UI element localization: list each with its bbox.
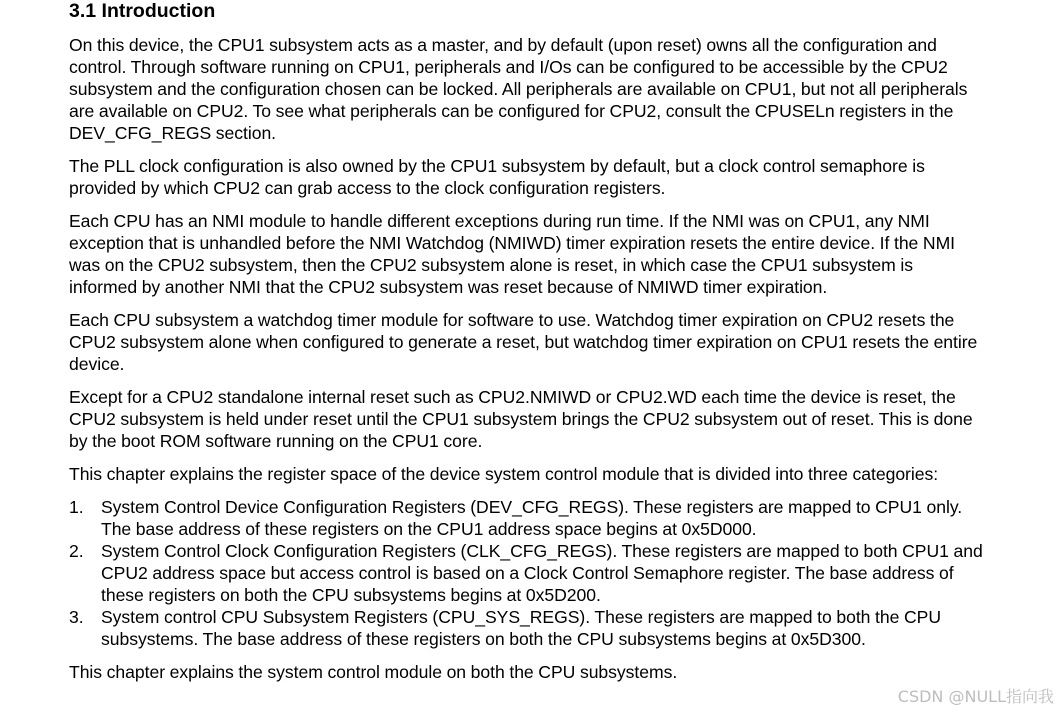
spacer [69,485,984,496]
list-item [69,606,984,650]
watermark: CSDN @NULL指向我 [897,687,1054,706]
list-item [69,496,984,540]
spacer [69,22,984,34]
spacer [69,298,984,309]
list-item-text: System Control Clock Configuration Registers (CLK_CFG_REGS). These registers are mapped to both CPU1 and CPU2 address space but access control is based on a Clock Control Semaphore register. The base address of these registers on both the CPU subsystems begins at 0x5D200. [101,541,983,605]
list-item-text: System control CPU Subsystem Registers (CPU_SYS_REGS). These registers are mapped to both the CPU subsystems. The base address of these registers on both the CPU subsystems begins at 0x5D300. [101,607,941,649]
list-item-text: System Control Device Configuration Registers (DEV_CFG_REGS). These registers are mapped to CPU1 only. The base address of these registers on the CPU1 address space begins at 0x5D000. [101,497,963,539]
list-item [69,540,984,606]
paragraph-register-categories: This chapter explains the register space of the device system control module that is divided into three categories: [69,464,939,484]
spacer [69,452,984,463]
section-heading: 3.1 Introduction [69,0,216,22]
list-item-number: 1. [69,497,84,517]
paragraph-cpu2-reset: Except for a CPU2 standalone internal reset such as CPU2.NMIWD or CPU2.WD each time the device is reset, the CPU2 subsystem is held under reset until the CPU1 subsystem brings the CPU2 subsystem out of reset. This is done by the boot ROM software running on the CPU1 core. [69,387,973,451]
paragraph-nmi-module: Each CPU has an NMI module to handle different exceptions during run time. If the NMI was on CPU1, any NMI exception that is unhandled before the NMI Watchdog (NMIWD) timer expiration resets the entire device. If the NMI was on the CPU2 subsystem, then the CPU2 subsystem alone is reset, in which case the CPU1 subsystem is informed by another NMI that the CPU2 subsystem was reset because of NMIWD timer expiration. [69,211,956,297]
paragraph-watchdog: Each CPU subsystem a watchdog timer module for software to use. Watchdog timer expiration on CPU2 resets the CPU2 subsystem alone when configured to generate a reset, but watchdog timer expiration on CPU1 resets the entire device. [69,310,978,374]
list-item-number: 3. [69,607,84,627]
spacer [69,144,984,155]
paragraph-pll-clock: The PLL clock configuration is also owned by the CPU1 subsystem by default, but a clock control semaphore is provided by which CPU2 can grab access to the clock configuration registers. [69,156,925,198]
spacer [69,375,984,386]
register-category-list [69,496,984,650]
paragraph-cpu1-master: On this device, the CPU1 subsystem acts as a master, and by default (upon reset) owns all the configuration and control. Through software running on CPU1, peripherals and I/Os can be configured to be accessible by the CPU2 subsystem and the configuration chosen can be locked. All peripherals are available on CPU1, but not all peripherals are available on CPU2. To see what peripherals can be configured for CPU2, consult the CPUSELn registers in the DEV_CFG_REGS section. [69,35,968,143]
document-page [69,0,984,683]
spacer [69,199,984,210]
paragraph-closing: This chapter explains the system control module on both the CPU subsystems. [69,662,678,682]
list-item-number: 2. [69,541,84,561]
spacer [69,650,984,661]
